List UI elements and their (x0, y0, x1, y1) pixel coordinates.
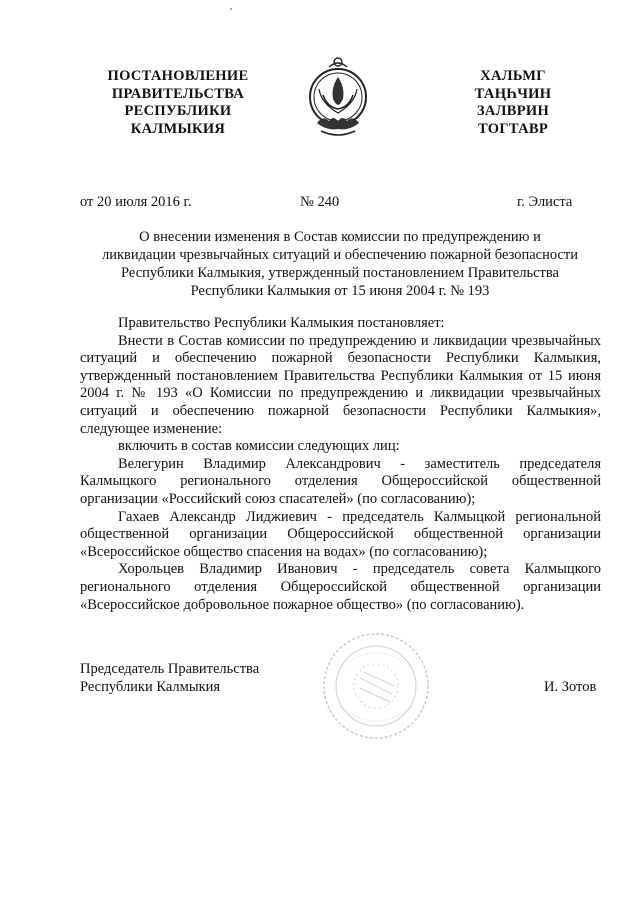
member-entry: Велегурин Владимир Александрович - заместитель председателя Калмыцкого регионального отделения Общероссийской общественной организации «Российский союз спасателей» (по согласованию); (80, 455, 601, 507)
member-entry: Гахаев Александр Лиджиевич - председатель Калмыцкой региональной общественной организации Общероссийской общественной организации «Всероссийское общество спасения на водах» (по согласованию); (80, 508, 601, 560)
round-seal-stamp-icon (320, 628, 432, 746)
signer-name: И. Зотов (544, 679, 597, 695)
title-line: Республики Калмыкия, утвержденный постановлением Правительства (121, 265, 559, 281)
header-left-line: РЕСПУБЛИКИ (124, 103, 232, 119)
member-entry: Хорольцев Владимир Иванович - председатель совета Калмыцкого регионального отделения Общероссийской общественной организации «Всероссийское добровольное пожарное общество» (по согласованию). (80, 561, 601, 613)
resolution-intro: Правительство Республики Калмыкия постановляет: (118, 315, 445, 331)
title-line: ликвидации чрезвычайных ситуаций и обеспечению пожарной безопасности (101, 247, 578, 263)
scan-speck (230, 8, 232, 10)
document-city: г. Элиста (517, 194, 573, 210)
signature-position (80, 660, 259, 696)
header-left-line: КАЛМЫКИЯ (130, 120, 226, 137)
header-left-line: ПОСТАНОВЛЕНИЕ (107, 68, 249, 84)
document-number: № 240 (300, 194, 340, 210)
header-left-line: ПРАВИТЕЛЬСТВА (111, 85, 245, 102)
document-body (80, 315, 601, 614)
header-right-line: ЗАЛВРИН (476, 103, 550, 119)
document-title (80, 228, 600, 300)
header-right-line: ТАҢҺЧИН (474, 85, 552, 102)
document-date: от 20 июля 2016 г. (80, 194, 192, 210)
header-right-line: ХАЛЬМГ (480, 68, 546, 84)
include-paragraph: включить в состав комиссии следующих лиц: (118, 438, 400, 455)
amendment-paragraph: Внести в Состав комиссии по предупреждению и ликвидации чрезвычайных ситуаций и обеспечению пожарной безопасности Республики Калмыкия, утвержденный постановлением Правительства Республики Калмыкия от 15 июня 2004 г. № 193 «О Комиссии по предупреждению и ликвидации чрезвычайных ситуаций и обеспечению пожарной безопасности Республики Калмыкия», следующее изменение: (80, 332, 601, 437)
header-left-title (88, 68, 268, 138)
header-right-title (448, 68, 578, 138)
title-line: О внесении изменения в Состав комиссии по предупреждению и (139, 229, 541, 245)
signature-position-line: Председатель Правительства (80, 661, 260, 677)
title-line: Республики Калмыкия от 15 июня 2004 г. № 193 (190, 283, 490, 299)
header-right-line: ТОГТАВР (477, 120, 549, 137)
signature-position-line: Республики Калмыкия (80, 679, 221, 695)
kalmykia-coat-of-arms-icon (305, 55, 371, 139)
